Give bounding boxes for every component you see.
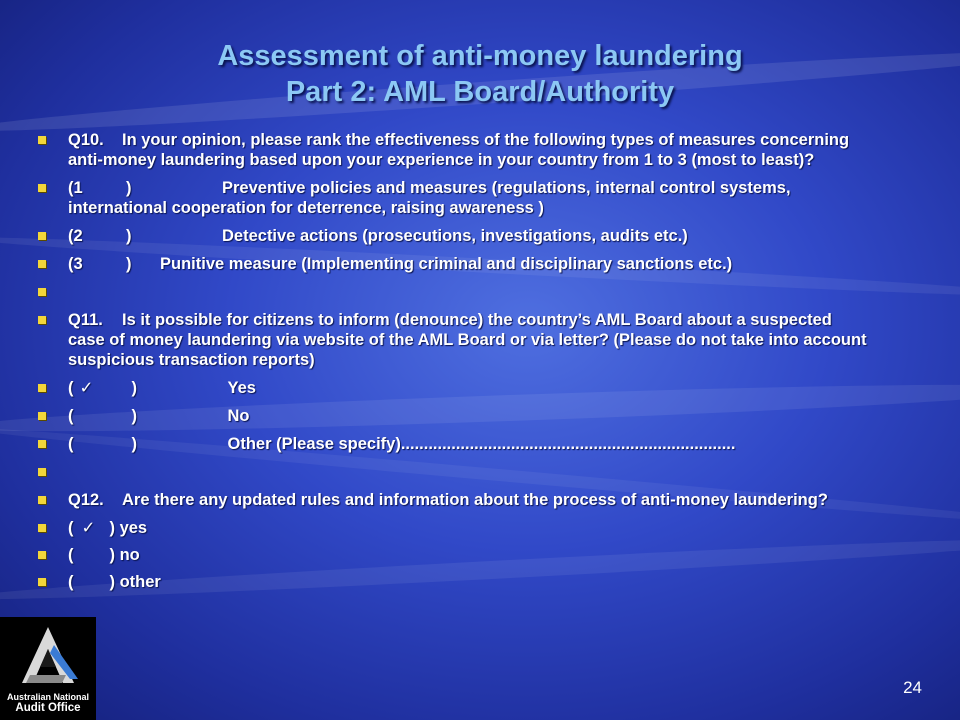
question-label: Q10. <box>68 131 104 149</box>
anao-logo-icon <box>0 617 96 697</box>
option-text: ) yes <box>109 519 148 537</box>
bullet-icon <box>38 496 46 504</box>
list-item-q10 <box>38 130 928 170</box>
question-text: anti-money laundering based upon your experience in your country from 1 to 3 (most to least)? <box>68 151 815 169</box>
option-text: Other (Please specify)......................................................................... <box>227 435 736 453</box>
question-label: Q11. <box>68 311 103 329</box>
bullet-icon <box>38 578 46 586</box>
list-item-q12 <box>38 490 928 510</box>
rank-open: (2 <box>68 227 83 245</box>
bullet-icon <box>38 136 46 144</box>
bullet-icon <box>38 412 46 420</box>
bullet-icon <box>38 260 46 268</box>
list-item-q10-option-1 <box>38 178 928 218</box>
paren-open: ( <box>68 379 74 397</box>
rank-open: (1 <box>68 179 83 197</box>
option-text: No <box>227 407 250 425</box>
list-item-q10-option-3 <box>38 254 928 274</box>
option-text: Preventive policies and measures (regulations, internal control systems, <box>222 179 791 197</box>
bullet-icon <box>38 551 46 559</box>
option-text: Yes <box>227 379 256 397</box>
option-text: ) other <box>109 573 161 591</box>
checkmark-icon: ✓ <box>79 379 94 397</box>
list-item-q12-option-yes <box>38 518 928 538</box>
question-text: In your opinion, please rank the effectiveness of the following types of measures concerning <box>122 131 850 149</box>
checkmark-icon: ✓ <box>81 519 96 537</box>
bullet-icon <box>38 384 46 392</box>
page-number: 24 <box>903 678 922 697</box>
slide-title-line2: Part 2: AML Board/Authority <box>285 76 675 108</box>
bullet-icon <box>38 288 46 296</box>
paren-open: ( <box>68 407 74 425</box>
rank-open: (3 <box>68 255 83 273</box>
bullet-icon <box>38 468 46 476</box>
logo-line1: Australian National <box>6 692 89 702</box>
paren-close: ) <box>131 379 137 397</box>
bullet-icon <box>38 316 46 324</box>
list-item-q11-option-yes <box>38 378 928 398</box>
rank-close: ) <box>126 179 132 197</box>
list-item-q11-option-other <box>38 434 928 454</box>
list-item-q12-option-other <box>38 572 928 592</box>
paren-open: ( <box>68 573 74 591</box>
rank-close: ) <box>126 255 132 273</box>
list-item-q12-option-no <box>38 545 928 565</box>
option-text: international cooperation for deterrence, raising awareness ) <box>68 199 544 217</box>
option-text: Punitive measure (Implementing criminal and disciplinary sanctions etc.) <box>160 255 733 273</box>
paren-open: ( <box>68 546 74 564</box>
paren-close: ) <box>131 407 137 425</box>
list-item-q11 <box>38 310 928 370</box>
question-text: Are there any updated rules and information about the process of anti-money laundering? <box>122 491 828 509</box>
question-text: Is it possible for citizens to inform (denounce) the country’s AML Board about a suspected <box>122 311 832 329</box>
bullet-icon <box>38 524 46 532</box>
paren-close: ) <box>131 435 137 453</box>
rank-close: ) <box>126 227 132 245</box>
bullet-icon <box>38 440 46 448</box>
paren-open: ( <box>68 519 74 537</box>
bullet-icon <box>38 184 46 192</box>
paren-open: ( <box>68 435 74 453</box>
question-text: case of money laundering via website of the AML Board or via letter? (Please do not take into account <box>68 331 867 349</box>
slide-title <box>0 38 960 110</box>
anao-logo <box>0 617 96 720</box>
list-item-empty <box>38 462 928 482</box>
logo-line2: Audit Office <box>15 702 81 714</box>
bullet-icon <box>38 232 46 240</box>
slide-content <box>38 130 928 599</box>
list-item-q10-option-2 <box>38 226 928 246</box>
list-item-q11-option-no <box>38 406 928 426</box>
slide-title-line1: Assessment of anti-money laundering <box>217 40 743 72</box>
option-text: Detective actions (prosecutions, investigations, audits etc.) <box>222 227 688 245</box>
option-text: ) no <box>109 546 140 564</box>
list-item-empty <box>38 282 928 302</box>
question-text: suspicious transaction reports) <box>68 351 315 369</box>
question-label: Q12. <box>68 491 104 509</box>
